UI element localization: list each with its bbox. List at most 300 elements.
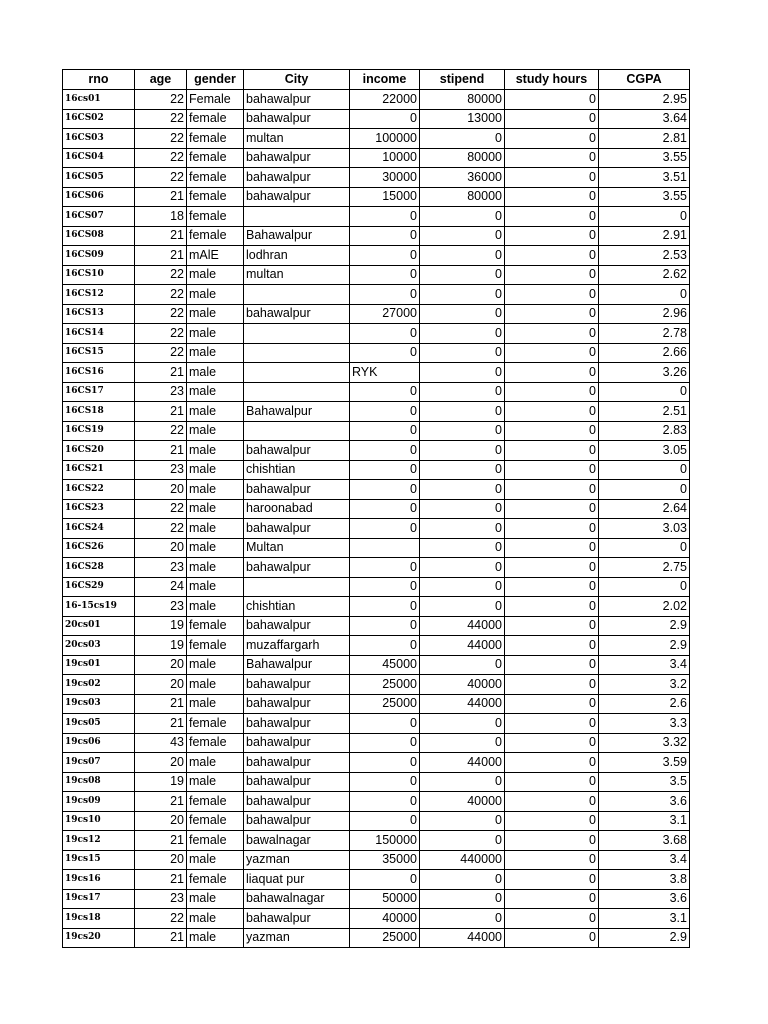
cell-gender[interactable]: male — [187, 909, 244, 929]
cell-cgpa[interactable]: 3.6 — [599, 889, 690, 909]
cell-gender[interactable]: female — [187, 792, 244, 812]
cell-study-hours[interactable]: 0 — [505, 850, 599, 870]
cell-study-hours[interactable]: 0 — [505, 148, 599, 168]
cell-age[interactable]: 21 — [135, 870, 187, 890]
cell-study-hours[interactable]: 0 — [505, 343, 599, 363]
cell-cgpa[interactable]: 2.6 — [599, 694, 690, 714]
cell-gender[interactable]: male — [187, 402, 244, 422]
cell-gender[interactable]: male — [187, 441, 244, 461]
cell-gender[interactable]: male — [187, 558, 244, 578]
cell-stipend[interactable]: 0 — [420, 226, 505, 246]
cell-gender[interactable]: female — [187, 733, 244, 753]
cell-rno[interactable]: 16CS22 — [63, 480, 135, 500]
cell-study-hours[interactable]: 0 — [505, 129, 599, 149]
cell-income[interactable]: 0 — [350, 382, 420, 402]
cell-stipend[interactable]: 0 — [420, 909, 505, 929]
cell-city[interactable] — [244, 343, 350, 363]
cell-cgpa[interactable]: 0 — [599, 538, 690, 558]
cell-city[interactable]: multan — [244, 129, 350, 149]
cell-age[interactable]: 23 — [135, 382, 187, 402]
cell-cgpa[interactable]: 3.32 — [599, 733, 690, 753]
cell-income[interactable]: 0 — [350, 636, 420, 656]
cell-cgpa[interactable]: 3.8 — [599, 870, 690, 890]
cell-income[interactable]: 0 — [350, 558, 420, 578]
cell-income[interactable]: 0 — [350, 616, 420, 636]
cell-age[interactable]: 22 — [135, 421, 187, 441]
cell-study-hours[interactable]: 0 — [505, 636, 599, 656]
cell-rno[interactable]: 19cs20 — [63, 928, 135, 948]
cell-gender[interactable]: female — [187, 831, 244, 851]
cell-city[interactable]: bahawalpur — [244, 480, 350, 500]
cell-rno[interactable]: 16CS20 — [63, 441, 135, 461]
cell-income[interactable]: 0 — [350, 480, 420, 500]
column-header-gender[interactable]: gender — [187, 70, 244, 90]
column-header-city[interactable]: City — [244, 70, 350, 90]
cell-study-hours[interactable]: 0 — [505, 382, 599, 402]
cell-income[interactable]: 45000 — [350, 655, 420, 675]
cell-cgpa[interactable]: 3.2 — [599, 675, 690, 695]
cell-gender[interactable]: male — [187, 304, 244, 324]
cell-age[interactable]: 22 — [135, 109, 187, 129]
cell-stipend[interactable]: 0 — [420, 577, 505, 597]
cell-rno[interactable]: 19cs17 — [63, 889, 135, 909]
cell-study-hours[interactable]: 0 — [505, 324, 599, 344]
cell-gender[interactable]: male — [187, 675, 244, 695]
cell-gender[interactable]: female — [187, 714, 244, 734]
cell-age[interactable]: 22 — [135, 168, 187, 188]
cell-cgpa[interactable]: 3.1 — [599, 811, 690, 831]
cell-city[interactable]: Multan — [244, 538, 350, 558]
cell-income[interactable]: 25000 — [350, 928, 420, 948]
cell-cgpa[interactable]: 2.66 — [599, 343, 690, 363]
cell-stipend[interactable]: 0 — [420, 538, 505, 558]
cell-stipend[interactable]: 0 — [420, 870, 505, 890]
cell-cgpa[interactable]: 2.9 — [599, 636, 690, 656]
cell-city[interactable]: bahawalpur — [244, 792, 350, 812]
cell-city[interactable]: bahawalpur — [244, 675, 350, 695]
cell-stipend[interactable]: 0 — [420, 402, 505, 422]
cell-gender[interactable]: male — [187, 597, 244, 617]
cell-city[interactable]: bahawalpur — [244, 616, 350, 636]
cell-cgpa[interactable]: 2.83 — [599, 421, 690, 441]
cell-cgpa[interactable]: 3.55 — [599, 148, 690, 168]
cell-rno[interactable]: 16CS08 — [63, 226, 135, 246]
cell-cgpa[interactable]: 3.68 — [599, 831, 690, 851]
cell-gender[interactable]: female — [187, 148, 244, 168]
cell-rno[interactable]: 19cs07 — [63, 753, 135, 773]
cell-income[interactable]: 30000 — [350, 168, 420, 188]
cell-city[interactable] — [244, 421, 350, 441]
cell-stipend[interactable]: 0 — [420, 558, 505, 578]
cell-age[interactable]: 21 — [135, 402, 187, 422]
cell-study-hours[interactable]: 0 — [505, 363, 599, 383]
cell-income[interactable]: 0 — [350, 577, 420, 597]
cell-age[interactable]: 21 — [135, 441, 187, 461]
cell-cgpa[interactable]: 3.55 — [599, 187, 690, 207]
cell-age[interactable]: 20 — [135, 655, 187, 675]
cell-stipend[interactable]: 44000 — [420, 616, 505, 636]
cell-city[interactable]: muzaffargarh — [244, 636, 350, 656]
cell-stipend[interactable]: 0 — [420, 343, 505, 363]
cell-cgpa[interactable]: 3.03 — [599, 519, 690, 539]
cell-rno[interactable]: 16CS06 — [63, 187, 135, 207]
cell-age[interactable]: 18 — [135, 207, 187, 227]
cell-income[interactable]: 0 — [350, 265, 420, 285]
cell-rno[interactable]: 19cs05 — [63, 714, 135, 734]
cell-income[interactable]: 0 — [350, 226, 420, 246]
cell-income[interactable]: 0 — [350, 733, 420, 753]
column-header-study-hours[interactable]: study hours — [505, 70, 599, 90]
cell-city[interactable]: bahawalpur — [244, 441, 350, 461]
cell-stipend[interactable]: 40000 — [420, 792, 505, 812]
cell-study-hours[interactable]: 0 — [505, 655, 599, 675]
cell-age[interactable]: 22 — [135, 304, 187, 324]
cell-gender[interactable]: male — [187, 460, 244, 480]
cell-age[interactable]: 22 — [135, 499, 187, 519]
cell-city[interactable]: multan — [244, 265, 350, 285]
cell-income[interactable]: 0 — [350, 597, 420, 617]
column-header-stipend[interactable]: stipend — [420, 70, 505, 90]
cell-gender[interactable]: female — [187, 129, 244, 149]
cell-gender[interactable]: female — [187, 226, 244, 246]
cell-gender[interactable]: male — [187, 655, 244, 675]
cell-age[interactable]: 20 — [135, 811, 187, 831]
cell-income[interactable]: 27000 — [350, 304, 420, 324]
cell-income[interactable]: 22000 — [350, 90, 420, 110]
cell-rno[interactable]: 16CS13 — [63, 304, 135, 324]
cell-stipend[interactable]: 44000 — [420, 928, 505, 948]
cell-cgpa[interactable]: 3.3 — [599, 714, 690, 734]
cell-rno[interactable]: 19cs03 — [63, 694, 135, 714]
cell-cgpa[interactable]: 3.26 — [599, 363, 690, 383]
cell-income[interactable]: 0 — [350, 421, 420, 441]
cell-gender[interactable]: male — [187, 694, 244, 714]
cell-rno[interactable]: 16CS14 — [63, 324, 135, 344]
cell-city[interactable] — [244, 363, 350, 383]
cell-stipend[interactable]: 0 — [420, 499, 505, 519]
cell-stipend[interactable]: 80000 — [420, 187, 505, 207]
cell-stipend[interactable]: 0 — [420, 285, 505, 305]
cell-study-hours[interactable]: 0 — [505, 246, 599, 266]
cell-gender[interactable]: male — [187, 324, 244, 344]
cell-rno[interactable]: 16CS09 — [63, 246, 135, 266]
cell-study-hours[interactable]: 0 — [505, 714, 599, 734]
cell-cgpa[interactable]: 2.9 — [599, 928, 690, 948]
cell-city[interactable]: haroonabad — [244, 499, 350, 519]
cell-gender[interactable]: female — [187, 870, 244, 890]
cell-city[interactable]: lodhran — [244, 246, 350, 266]
cell-study-hours[interactable]: 0 — [505, 928, 599, 948]
cell-stipend[interactable]: 0 — [420, 207, 505, 227]
cell-age[interactable]: 20 — [135, 538, 187, 558]
cell-age[interactable]: 24 — [135, 577, 187, 597]
cell-stipend[interactable]: 0 — [420, 129, 505, 149]
cell-city[interactable]: bawalnagar — [244, 831, 350, 851]
cell-gender[interactable]: male — [187, 519, 244, 539]
cell-stipend[interactable]: 80000 — [420, 148, 505, 168]
column-header-cgpa[interactable]: CGPA — [599, 70, 690, 90]
cell-income[interactable]: 25000 — [350, 694, 420, 714]
cell-stipend[interactable]: 0 — [420, 772, 505, 792]
cell-income[interactable]: 0 — [350, 811, 420, 831]
cell-gender[interactable]: female — [187, 811, 244, 831]
cell-age[interactable]: 22 — [135, 343, 187, 363]
cell-study-hours[interactable]: 0 — [505, 831, 599, 851]
cell-rno[interactable]: 20cs03 — [63, 636, 135, 656]
cell-income[interactable]: 0 — [350, 499, 420, 519]
cell-study-hours[interactable]: 0 — [505, 577, 599, 597]
cell-income[interactable]: 0 — [350, 714, 420, 734]
cell-gender[interactable]: male — [187, 382, 244, 402]
cell-age[interactable]: 20 — [135, 850, 187, 870]
cell-study-hours[interactable]: 0 — [505, 753, 599, 773]
cell-city[interactable]: bahawalpur — [244, 90, 350, 110]
cell-age[interactable]: 20 — [135, 675, 187, 695]
cell-rno[interactable]: 16CS03 — [63, 129, 135, 149]
cell-age[interactable]: 22 — [135, 285, 187, 305]
cell-study-hours[interactable]: 0 — [505, 285, 599, 305]
cell-cgpa[interactable]: 3.4 — [599, 850, 690, 870]
cell-gender[interactable]: mAlE — [187, 246, 244, 266]
cell-gender[interactable]: female — [187, 636, 244, 656]
cell-gender[interactable]: male — [187, 577, 244, 597]
cell-stipend[interactable]: 36000 — [420, 168, 505, 188]
cell-stipend[interactable]: 13000 — [420, 109, 505, 129]
cell-cgpa[interactable]: 0 — [599, 577, 690, 597]
cell-age[interactable]: 22 — [135, 265, 187, 285]
cell-stipend[interactable]: 0 — [420, 597, 505, 617]
cell-income[interactable]: 0 — [350, 343, 420, 363]
cell-age[interactable]: 23 — [135, 460, 187, 480]
cell-cgpa[interactable]: 0 — [599, 285, 690, 305]
cell-city[interactable]: bahawalpur — [244, 148, 350, 168]
cell-city[interactable]: bahawalpur — [244, 558, 350, 578]
cell-city[interactable]: bahawalpur — [244, 733, 350, 753]
cell-study-hours[interactable]: 0 — [505, 792, 599, 812]
cell-income[interactable]: 0 — [350, 324, 420, 344]
cell-study-hours[interactable]: 0 — [505, 402, 599, 422]
cell-city[interactable]: bahawalpur — [244, 304, 350, 324]
cell-stipend[interactable]: 0 — [420, 889, 505, 909]
cell-study-hours[interactable]: 0 — [505, 616, 599, 636]
cell-city[interactable] — [244, 577, 350, 597]
cell-stipend[interactable]: 0 — [420, 421, 505, 441]
cell-stipend[interactable]: 44000 — [420, 694, 505, 714]
cell-age[interactable]: 21 — [135, 928, 187, 948]
cell-gender[interactable]: male — [187, 343, 244, 363]
cell-cgpa[interactable]: 0 — [599, 480, 690, 500]
cell-cgpa[interactable]: 3.1 — [599, 909, 690, 929]
cell-city[interactable] — [244, 285, 350, 305]
cell-city[interactable]: bahawalnagar — [244, 889, 350, 909]
cell-study-hours[interactable]: 0 — [505, 304, 599, 324]
cell-study-hours[interactable]: 0 — [505, 909, 599, 929]
cell-cgpa[interactable]: 3.5 — [599, 772, 690, 792]
cell-income[interactable]: 40000 — [350, 909, 420, 929]
cell-rno[interactable]: 19cs02 — [63, 675, 135, 695]
cell-age[interactable]: 22 — [135, 148, 187, 168]
cell-study-hours[interactable]: 0 — [505, 772, 599, 792]
cell-income[interactable]: 0 — [350, 772, 420, 792]
cell-city[interactable]: Bahawalpur — [244, 226, 350, 246]
cell-stipend[interactable]: 0 — [420, 811, 505, 831]
cell-stipend[interactable]: 0 — [420, 714, 505, 734]
cell-age[interactable]: 21 — [135, 246, 187, 266]
cell-stipend[interactable]: 0 — [420, 519, 505, 539]
cell-rno[interactable]: 19cs10 — [63, 811, 135, 831]
cell-study-hours[interactable]: 0 — [505, 441, 599, 461]
cell-study-hours[interactable]: 0 — [505, 675, 599, 695]
cell-stipend[interactable]: 80000 — [420, 90, 505, 110]
cell-stipend[interactable]: 44000 — [420, 636, 505, 656]
cell-rno[interactable]: 19cs01 — [63, 655, 135, 675]
cell-cgpa[interactable]: 2.96 — [599, 304, 690, 324]
cell-cgpa[interactable]: 0 — [599, 207, 690, 227]
cell-study-hours[interactable]: 0 — [505, 694, 599, 714]
cell-income[interactable]: 0 — [350, 460, 420, 480]
cell-rno[interactable]: 16CS07 — [63, 207, 135, 227]
cell-income[interactable]: RYK — [350, 363, 420, 383]
cell-study-hours[interactable]: 0 — [505, 519, 599, 539]
cell-gender[interactable]: male — [187, 499, 244, 519]
cell-gender[interactable]: male — [187, 363, 244, 383]
cell-rno[interactable]: 19cs06 — [63, 733, 135, 753]
cell-rno[interactable]: 16CS28 — [63, 558, 135, 578]
cell-age[interactable]: 22 — [135, 324, 187, 344]
cell-age[interactable]: 21 — [135, 226, 187, 246]
cell-city[interactable]: bahawalpur — [244, 909, 350, 929]
cell-rno[interactable]: 16CS05 — [63, 168, 135, 188]
cell-age[interactable]: 19 — [135, 636, 187, 656]
cell-gender[interactable]: male — [187, 928, 244, 948]
cell-stipend[interactable]: 0 — [420, 460, 505, 480]
cell-cgpa[interactable]: 3.05 — [599, 441, 690, 461]
cell-cgpa[interactable]: 0 — [599, 382, 690, 402]
cell-income[interactable]: 0 — [350, 441, 420, 461]
cell-rno[interactable]: 19cs12 — [63, 831, 135, 851]
cell-income[interactable]: 50000 — [350, 889, 420, 909]
cell-city[interactable]: Bahawalpur — [244, 402, 350, 422]
cell-city[interactable]: yazman — [244, 928, 350, 948]
cell-income[interactable]: 0 — [350, 753, 420, 773]
cell-income[interactable]: 100000 — [350, 129, 420, 149]
cell-age[interactable]: 23 — [135, 558, 187, 578]
cell-rno[interactable]: 16CS04 — [63, 148, 135, 168]
cell-gender[interactable]: female — [187, 109, 244, 129]
cell-city[interactable] — [244, 207, 350, 227]
cell-city[interactable]: yazman — [244, 850, 350, 870]
cell-stipend[interactable]: 0 — [420, 441, 505, 461]
cell-age[interactable]: 22 — [135, 519, 187, 539]
cell-rno[interactable]: 16cs01 — [63, 90, 135, 110]
cell-age[interactable]: 21 — [135, 363, 187, 383]
cell-income[interactable]: 0 — [350, 402, 420, 422]
column-header-age[interactable]: age — [135, 70, 187, 90]
cell-rno[interactable]: 16CS18 — [63, 402, 135, 422]
cell-gender[interactable]: male — [187, 889, 244, 909]
cell-income[interactable]: 15000 — [350, 187, 420, 207]
cell-rno[interactable]: 16CS19 — [63, 421, 135, 441]
cell-stipend[interactable]: 0 — [420, 831, 505, 851]
cell-income[interactable]: 0 — [350, 207, 420, 227]
cell-study-hours[interactable]: 0 — [505, 168, 599, 188]
cell-study-hours[interactable]: 0 — [505, 733, 599, 753]
cell-gender[interactable]: female — [187, 168, 244, 188]
cell-rno[interactable]: 16CS26 — [63, 538, 135, 558]
cell-gender[interactable]: male — [187, 480, 244, 500]
cell-age[interactable]: 23 — [135, 889, 187, 909]
cell-income[interactable] — [350, 538, 420, 558]
cell-cgpa[interactable]: 0 — [599, 460, 690, 480]
cell-city[interactable]: bahawalpur — [244, 694, 350, 714]
cell-gender[interactable]: female — [187, 207, 244, 227]
cell-rno[interactable]: 16CS21 — [63, 460, 135, 480]
cell-study-hours[interactable]: 0 — [505, 187, 599, 207]
cell-rno[interactable]: 19cs18 — [63, 909, 135, 929]
cell-income[interactable]: 0 — [350, 519, 420, 539]
cell-city[interactable]: bahawalpur — [244, 519, 350, 539]
cell-study-hours[interactable]: 0 — [505, 421, 599, 441]
cell-cgpa[interactable]: 2.81 — [599, 129, 690, 149]
cell-study-hours[interactable]: 0 — [505, 811, 599, 831]
cell-stipend[interactable]: 0 — [420, 733, 505, 753]
cell-stipend[interactable]: 44000 — [420, 753, 505, 773]
cell-rno[interactable]: 20cs01 — [63, 616, 135, 636]
cell-study-hours[interactable]: 0 — [505, 109, 599, 129]
cell-gender[interactable]: male — [187, 538, 244, 558]
cell-rno[interactable]: 16CS15 — [63, 343, 135, 363]
cell-rno[interactable]: 16CS29 — [63, 577, 135, 597]
cell-city[interactable]: bahawalpur — [244, 714, 350, 734]
cell-cgpa[interactable]: 2.9 — [599, 616, 690, 636]
cell-study-hours[interactable]: 0 — [505, 499, 599, 519]
cell-city[interactable] — [244, 324, 350, 344]
cell-age[interactable]: 19 — [135, 772, 187, 792]
cell-cgpa[interactable]: 2.91 — [599, 226, 690, 246]
cell-study-hours[interactable]: 0 — [505, 597, 599, 617]
cell-income[interactable]: 0 — [350, 870, 420, 890]
cell-rno[interactable]: 16CS17 — [63, 382, 135, 402]
cell-age[interactable]: 22 — [135, 909, 187, 929]
cell-gender[interactable]: Female — [187, 90, 244, 110]
cell-stipend[interactable]: 0 — [420, 363, 505, 383]
cell-age[interactable]: 20 — [135, 480, 187, 500]
cell-gender[interactable]: male — [187, 285, 244, 305]
cell-city[interactable]: bahawalpur — [244, 772, 350, 792]
cell-age[interactable]: 20 — [135, 753, 187, 773]
cell-rno[interactable]: 16CS23 — [63, 499, 135, 519]
cell-income[interactable]: 0 — [350, 792, 420, 812]
cell-stipend[interactable]: 0 — [420, 324, 505, 344]
cell-gender[interactable]: male — [187, 753, 244, 773]
cell-cgpa[interactable]: 2.62 — [599, 265, 690, 285]
cell-rno[interactable]: 16CS16 — [63, 363, 135, 383]
cell-cgpa[interactable]: 3.6 — [599, 792, 690, 812]
cell-study-hours[interactable]: 0 — [505, 90, 599, 110]
cell-cgpa[interactable]: 2.78 — [599, 324, 690, 344]
cell-rno[interactable]: 16-15cs19 — [63, 597, 135, 617]
cell-stipend[interactable]: 0 — [420, 382, 505, 402]
cell-stipend[interactable]: 0 — [420, 304, 505, 324]
cell-income[interactable]: 0 — [350, 246, 420, 266]
cell-city[interactable]: bahawalpur — [244, 187, 350, 207]
cell-rno[interactable]: 16CS02 — [63, 109, 135, 129]
cell-gender[interactable]: male — [187, 421, 244, 441]
cell-gender[interactable]: male — [187, 850, 244, 870]
column-header-rno[interactable]: rno — [63, 70, 135, 90]
cell-study-hours[interactable]: 0 — [505, 538, 599, 558]
cell-cgpa[interactable]: 3.4 — [599, 655, 690, 675]
